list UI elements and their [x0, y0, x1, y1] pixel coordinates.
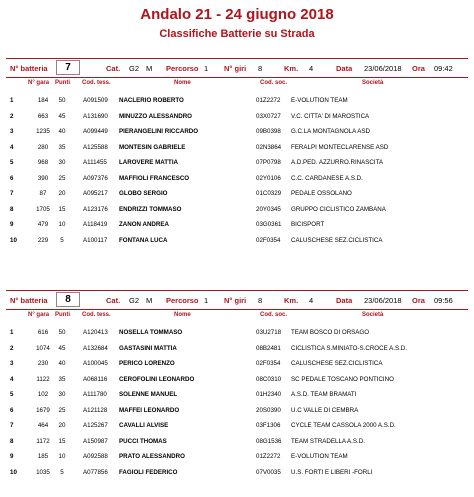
- row-gara: 1172: [36, 437, 50, 445]
- row-societa: C.C. CARDANESE A.S.D.: [291, 174, 363, 182]
- row-cod-tess: A150987: [83, 437, 108, 445]
- row-gara: 87: [39, 190, 47, 197]
- row-societa: E-VOLUTION TEAM: [291, 97, 348, 104]
- col-punti-header: Punti: [55, 80, 70, 86]
- row-punti: 40: [58, 360, 66, 367]
- row-cod-soc: 08G1536: [256, 437, 282, 445]
- row-punti: 15: [58, 205, 66, 213]
- data-value: 23/06/2018: [364, 296, 402, 305]
- table-row: [6, 418, 468, 434]
- row-punti: 10: [58, 221, 66, 228]
- row-cod-soc: 03F1306: [256, 422, 281, 429]
- table-row: [6, 93, 468, 109]
- row-punti: 10: [58, 453, 66, 460]
- row-cod-soc: 08C0310: [256, 375, 282, 383]
- batteria-header: [6, 292, 468, 308]
- row-cod-tess: A100045: [83, 360, 108, 367]
- row-cod-tess: A118419: [83, 221, 108, 228]
- page-title: Andalo 21 - 24 giugno 2018: [140, 6, 334, 23]
- percorso-value: 1: [204, 64, 209, 73]
- row-nome: PUCCI THOMAS: [119, 437, 167, 445]
- row-societa: CYCLE TEAM CASSOLA 2000 A.S.D.: [291, 422, 396, 429]
- row-nome: MAFFIOLI FRANCESCO: [119, 174, 190, 182]
- batteria-label: N° batteria: [10, 296, 48, 305]
- giri-value: 8: [258, 64, 263, 73]
- row-punti: 35: [58, 143, 66, 151]
- table-row: [6, 465, 468, 481]
- row-societa: TEAM BOSCO DI ORSAGO: [291, 329, 370, 336]
- row-punti: 45: [58, 344, 66, 352]
- row-gara: 185: [37, 453, 49, 460]
- row-cod-soc: 02N3864: [256, 143, 282, 151]
- row-punti: 5: [60, 236, 64, 244]
- row-cod-tess: A100117: [83, 236, 108, 244]
- table-row: [6, 124, 468, 140]
- col-codsoc-header: Cod. soc.: [260, 80, 288, 86]
- row-gara: 390: [37, 174, 49, 182]
- row-gara: 1235: [36, 128, 50, 135]
- row-cod-soc: 01Z2272: [256, 97, 281, 104]
- row-punti: 25: [58, 174, 66, 182]
- row-societa: U.C VALLE DI CEMBRA: [291, 406, 359, 414]
- row-position: 5: [10, 159, 14, 166]
- row-gara: 230: [37, 360, 49, 367]
- row-gara: 280: [37, 143, 49, 151]
- row-cod-soc: 01H2340: [256, 391, 282, 398]
- row-cod-soc: 01Z2272: [256, 453, 281, 460]
- row-cod-tess: A132684: [83, 344, 108, 352]
- row-cod-tess: A095217: [83, 190, 108, 197]
- row-nome: PIERANGELINI RICCARDO: [119, 128, 199, 135]
- row-position: 2: [10, 112, 14, 120]
- row-cod-tess: A068116: [83, 375, 108, 383]
- row-gara: 968: [37, 159, 49, 166]
- col-codsoc-header: Cod. soc.: [260, 312, 288, 318]
- batteria-header: [6, 60, 468, 76]
- batteria-number: 7: [56, 60, 80, 75]
- row-cod-tess: A099449: [83, 128, 108, 135]
- row-cod-soc: 02F0354: [256, 236, 281, 244]
- row-cod-soc: 03U2718: [256, 329, 282, 336]
- row-cod-soc: 03G0361: [256, 221, 282, 228]
- row-nome: MINUZZO ALESSANDRO: [119, 112, 192, 120]
- row-nome: PRATO ALESSANDRO: [119, 453, 185, 460]
- row-nome: ZANON ANDREA: [119, 221, 169, 228]
- row-position: 8: [10, 437, 14, 445]
- table-row: [6, 186, 468, 202]
- row-gara: 1035: [36, 468, 50, 476]
- data-value: 23/06/2018: [364, 64, 402, 73]
- col-tess-header: Cod. tess.: [82, 312, 111, 318]
- row-position: 1: [10, 97, 14, 104]
- row-gara: 1122: [36, 375, 50, 383]
- table-row: [6, 449, 468, 465]
- row-nome: MONTESIN GABRIELE: [119, 143, 186, 151]
- results-table: [6, 325, 468, 480]
- row-nome: NOSELLA TOMMASO: [119, 329, 183, 336]
- ora-label: Ora: [412, 64, 425, 73]
- col-societa-header: Società: [362, 312, 384, 318]
- row-nome: SOLENNE MANUEL: [119, 391, 178, 398]
- row-gara: 1705: [36, 205, 50, 213]
- batteria-section: [6, 58, 468, 248]
- row-gara: 616: [37, 329, 49, 336]
- column-headers: [6, 80, 468, 90]
- percorso-value: 1: [204, 296, 209, 305]
- row-position: 1: [10, 329, 14, 336]
- row-position: 4: [10, 143, 14, 151]
- section-top-rule: [6, 58, 468, 59]
- row-societa: CICLISTICA S.MINIATO-S.CROCE A.S.D.: [291, 344, 407, 352]
- row-societa: A.D.PED. AZZURRO.RINASCITA: [291, 159, 384, 166]
- row-cod-soc: 08B2481: [256, 344, 281, 352]
- col-tess-header: Cod. tess.: [82, 80, 111, 86]
- row-position: 7: [10, 190, 14, 197]
- row-cod-soc: 20S0390: [256, 406, 281, 414]
- row-nome: FAGIOLI FEDERICO: [119, 468, 178, 476]
- row-cod-tess: A111780: [83, 391, 107, 398]
- row-societa: GRUPPO CICLISTICO ZAMBANA: [291, 205, 386, 213]
- table-row: [6, 202, 468, 218]
- row-cod-soc: 20Y0345: [256, 205, 281, 213]
- row-nome: LAROVERE MATTIA: [119, 159, 179, 166]
- percorso-label: Percorso: [166, 64, 199, 73]
- row-position: 8: [10, 205, 14, 213]
- row-cod-soc: 07P0798: [256, 159, 281, 166]
- cat-label: Cat.: [106, 64, 121, 73]
- table-row: [6, 356, 468, 372]
- col-societa-header: Società: [362, 80, 384, 86]
- row-cod-soc: 01C0329: [256, 190, 282, 197]
- row-position: 7: [10, 422, 14, 429]
- row-position: 6: [10, 406, 14, 414]
- table-row: [6, 140, 468, 156]
- row-cod-tess: A125588: [83, 143, 108, 151]
- row-gara: 1679: [36, 406, 50, 414]
- table-row: [6, 109, 468, 125]
- row-position: 3: [10, 128, 14, 135]
- km-value: 4: [309, 296, 314, 305]
- row-societa: CALUSCHESE SEZ.CICLISTICA: [291, 236, 383, 244]
- row-cod-tess: A111455: [83, 159, 107, 166]
- km-value: 4: [309, 64, 314, 73]
- row-cod-tess: A092588: [83, 453, 108, 460]
- col-gara-header: N° gara: [28, 80, 50, 86]
- row-gara: 479: [37, 221, 49, 228]
- results-table: [6, 93, 468, 248]
- row-position: 5: [10, 391, 14, 398]
- table-row: [6, 155, 468, 171]
- col-nome-header: Nome: [174, 80, 191, 86]
- row-position: 9: [10, 453, 14, 460]
- col-gara-header: N° gara: [28, 312, 50, 318]
- giri-label: N° giri: [224, 64, 247, 73]
- row-position: 10: [10, 236, 17, 244]
- row-societa: G.C.LA MONTAGNOLA ASD: [291, 128, 370, 135]
- batteria-number: 8: [56, 292, 80, 307]
- giri-label: N° giri: [224, 296, 247, 305]
- row-societa: BICISPORT: [291, 221, 325, 228]
- row-cod-soc: 09B0398: [256, 128, 281, 135]
- row-position: 4: [10, 375, 14, 383]
- row-nome: GASTASINI MATTIA: [119, 344, 177, 352]
- row-punti: 50: [58, 329, 66, 336]
- row-punti: 30: [58, 391, 66, 398]
- table-row: [6, 217, 468, 233]
- sex-value: M: [146, 64, 153, 73]
- giri-value: 8: [258, 296, 263, 305]
- row-cod-tess: A097376: [83, 174, 108, 182]
- row-punti: 50: [58, 97, 66, 104]
- row-gara: 229: [37, 236, 49, 244]
- row-punti: 20: [58, 422, 66, 429]
- cat-value: G2: [129, 296, 140, 305]
- table-row: [6, 233, 468, 249]
- row-gara: 1074: [36, 344, 50, 352]
- row-gara: 102: [37, 391, 49, 398]
- km-label: Km.: [284, 296, 299, 305]
- row-societa: V.C. CITTA' DI MAROSTICA: [291, 112, 370, 120]
- col-punti-header: Punti: [55, 312, 70, 318]
- row-societa: A.S.D. TEAM BRAMATI: [291, 391, 357, 398]
- row-nome: NACLERIO ROBERTO: [119, 97, 184, 104]
- table-row: [6, 387, 468, 403]
- row-cod-tess: A120413: [83, 329, 108, 336]
- row-punti: 25: [58, 406, 66, 414]
- table-row: [6, 403, 468, 419]
- section-header-rule: [6, 77, 468, 78]
- row-cod-tess: A121128: [83, 406, 108, 414]
- row-position: 2: [10, 344, 14, 352]
- row-position: 6: [10, 174, 14, 182]
- row-societa: FERALPI MONTECLARENSE ASD: [291, 143, 389, 151]
- row-punti: 30: [58, 159, 66, 166]
- cat-value: G2: [129, 64, 140, 73]
- section-top-rule: [6, 290, 468, 291]
- table-row: [6, 341, 468, 357]
- row-nome: PERICO LORENZO: [119, 360, 175, 367]
- row-punti: 15: [58, 437, 66, 445]
- row-nome: MAFFEI LEONARDO: [119, 406, 180, 414]
- row-position: 9: [10, 221, 14, 228]
- row-cod-tess: A123176: [83, 205, 108, 213]
- row-nome: CEROFOLINI LEONARDO: [119, 375, 195, 383]
- row-punti: 45: [58, 112, 66, 120]
- row-nome: GLOBO SERGIO: [119, 190, 168, 197]
- row-societa: PEDALE OSSOLANO: [291, 190, 352, 197]
- row-gara: 184: [37, 97, 49, 104]
- ora-label: Ora: [412, 296, 425, 305]
- section-header-rule: [6, 309, 468, 310]
- km-label: Km.: [284, 64, 299, 73]
- row-position: 3: [10, 360, 14, 367]
- row-position: 10: [10, 468, 17, 476]
- table-row: [6, 325, 468, 341]
- row-nome: CAVALLI ALVISE: [119, 422, 169, 429]
- page-subtitle: Classifiche Batterie su Strada: [159, 28, 315, 40]
- row-nome: FONTANA LUCA: [119, 236, 168, 244]
- row-cod-tess: A131690: [83, 112, 108, 120]
- row-cod-tess: A125267: [83, 422, 108, 429]
- column-headers: [6, 312, 468, 322]
- table-row: [6, 372, 468, 388]
- row-punti: 5: [60, 468, 64, 476]
- batteria-label: N° batteria: [10, 64, 48, 73]
- row-cod-soc: 02Y0106: [256, 174, 281, 182]
- row-societa: U.S. FORTI E LIBERI -FORLI: [291, 468, 373, 476]
- ora-value: 09:56: [434, 296, 453, 305]
- row-nome: ENDRIZZI TOMMASO: [119, 205, 182, 213]
- row-punti: 20: [58, 190, 66, 197]
- row-societa: TEAM STRADELLA A.S.D.: [291, 437, 365, 445]
- row-punti: 35: [58, 375, 66, 383]
- table-row: [6, 171, 468, 187]
- data-label: Data: [336, 296, 353, 305]
- row-gara: 663: [37, 112, 49, 120]
- ora-value: 09:42: [434, 64, 453, 73]
- batteria-section: [6, 290, 468, 490]
- row-punti: 40: [58, 128, 66, 135]
- sex-value: M: [146, 296, 153, 305]
- row-societa: SC PEDALE TOSCANO PONTICINO: [291, 375, 394, 383]
- col-nome-header: Nome: [174, 312, 191, 318]
- row-gara: 464: [37, 422, 49, 429]
- cat-label: Cat.: [106, 296, 121, 305]
- table-row: [6, 434, 468, 450]
- percorso-label: Percorso: [166, 296, 199, 305]
- row-societa: CALUSCHESE SEZ.CICLISTICA: [291, 360, 383, 367]
- row-societa: E-VOLUTION TEAM: [291, 453, 348, 460]
- row-cod-soc: 07V0035: [256, 468, 281, 476]
- row-cod-tess: A091509: [83, 97, 108, 104]
- row-cod-soc: 02F0354: [256, 360, 281, 367]
- row-cod-tess: A077856: [83, 468, 108, 476]
- data-label: Data: [336, 64, 353, 73]
- row-cod-soc: 03X0727: [256, 112, 281, 120]
